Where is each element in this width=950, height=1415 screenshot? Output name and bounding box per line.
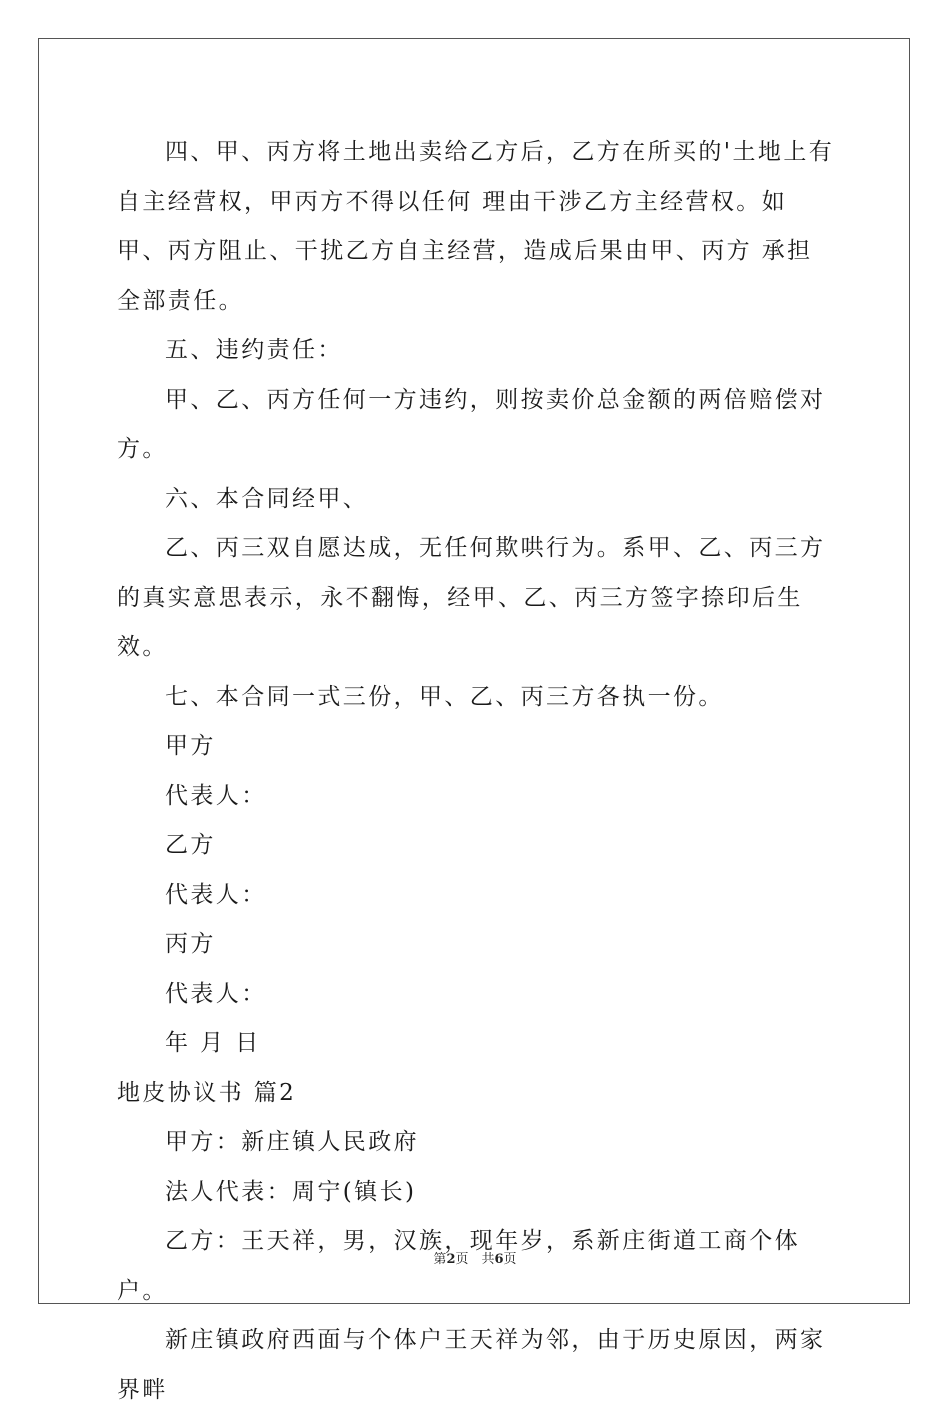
paragraph-4: 六、本合同经甲、 xyxy=(165,485,369,512)
paragraph-party-a: 甲方：新庄镇人民政府 xyxy=(165,1129,419,1155)
document-body xyxy=(117,128,837,1415)
footer-page-number: 2 xyxy=(446,1252,456,1267)
footer-suffix: 页 xyxy=(503,1252,517,1267)
paragraph-1: 四、甲、丙方将土地出卖给乙方后，乙方在所买的'土地上有 自主经营权，甲丙方不得以任何 理由干涉乙方主经营权。如甲、丙方阻止、干扰乙方自主经营，造成后果由甲、丙方 承担全部责任。 xyxy=(117,139,835,314)
footer-middle: 页 共 xyxy=(455,1252,495,1267)
party-b-label: 乙方 xyxy=(165,832,216,858)
party-c-representative: 代表人： xyxy=(165,980,267,1007)
paragraph-5: 乙、丙三双自愿达成，无任何欺哄行为。系甲、乙、丙三方的真实意思表示，永不翻悔，经甲、乙、丙三方签字捺印后生效。 xyxy=(117,535,826,660)
paragraph-party-b: 乙方：王天祥，男，汉族，现年岁，系新庄街道工商个体户。 xyxy=(117,1228,800,1304)
paragraph-legal-rep: 法人代表：周宁(镇长) xyxy=(165,1178,417,1205)
page-footer xyxy=(0,1248,950,1267)
footer-prefix: 第 xyxy=(433,1252,447,1267)
date-line: 年 月 日 xyxy=(165,1030,261,1056)
paragraph-6: 七、本合同一式三份，甲、乙、丙三方各执一份。 xyxy=(165,683,724,710)
footer-total-pages: 6 xyxy=(494,1252,504,1267)
paragraph-3: 甲、乙、丙方任何一方违约，则按卖价总金额的两倍赔偿对方。 xyxy=(117,386,826,462)
party-a-label: 甲方 xyxy=(165,733,216,759)
party-a-representative: 代表人： xyxy=(165,782,267,809)
party-c-label: 丙方 xyxy=(165,931,216,957)
paragraph-2: 五、违约责任： xyxy=(165,337,343,363)
paragraph-background: 新庄镇政府西面与个体户王天祥为邻，由于历史原因，两家界畔 xyxy=(117,1327,826,1403)
section-heading: 地皮协议书 篇2 xyxy=(117,1079,297,1106)
party-b-representative: 代表人： xyxy=(165,881,267,908)
